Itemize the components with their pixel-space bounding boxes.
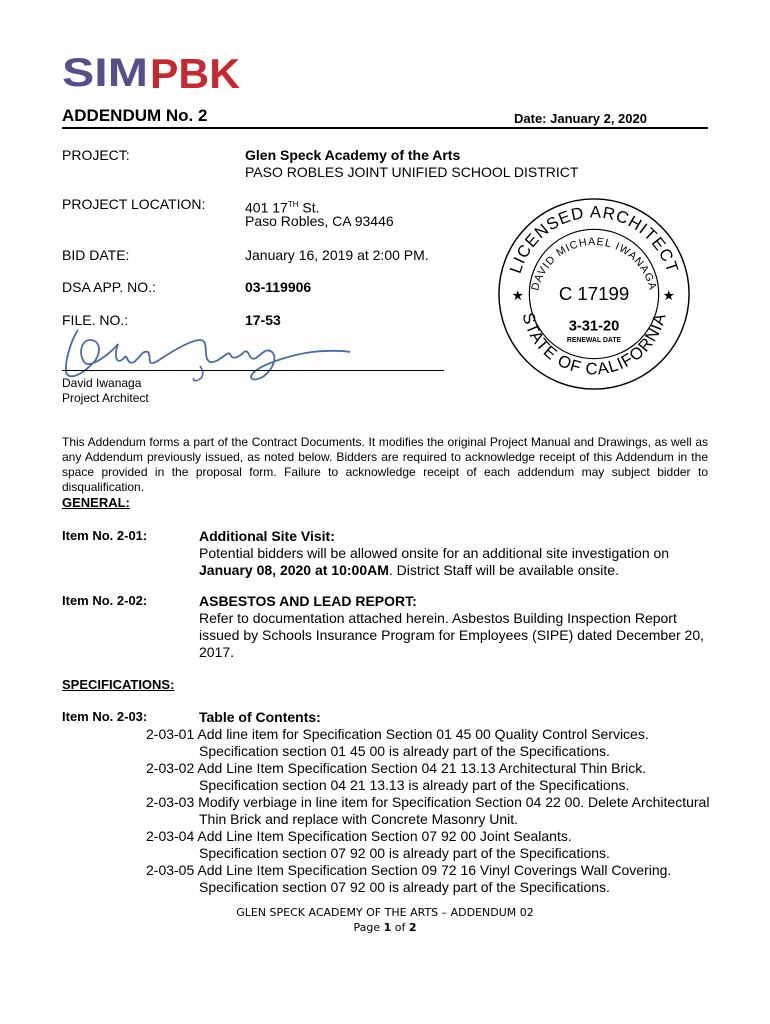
- header-rule: [62, 127, 708, 129]
- addendum-date: Date: January 2, 2020: [514, 111, 647, 126]
- footer-page-number: Page 1 of 2: [353, 921, 417, 934]
- signer-role: Project Architect: [62, 391, 149, 405]
- item-2-02-title: ASBESTOS AND LEAD REPORT:: [199, 593, 417, 609]
- file-value: 17-53: [245, 312, 281, 328]
- item-2-01-label: Item No. 2-01:: [62, 528, 148, 543]
- signer-name: David Iwanaga: [62, 376, 142, 390]
- signature-line: [62, 370, 444, 371]
- bid-date-value: January 16, 2019 at 2:00 PM.: [245, 247, 429, 263]
- subitem-2-03-05-cont: Specification section 07 92 00 is already part of the Specifications.: [199, 879, 610, 895]
- item-2-01-text: Potential bidders will be allowed onsite for an additional site investigation on January 08, 2020 at 10:00AM. District Staff will be available onsite.: [199, 545, 670, 578]
- subitem-2-03-02: 2-03-02 Add Line Item Specification Section 04 21 13.13 Architectural Thin Brick.: [146, 760, 647, 776]
- subitem-2-03-01: 2-03-01 Add line item for Specification Section 01 45 00 Quality Control Services.: [146, 726, 649, 742]
- project-name: Glen Speck Academy of the Arts: [245, 147, 461, 163]
- simpbk-logo: [62, 52, 242, 92]
- subitem-2-03-04: 2-03-04 Add Line Item Specification Section 07 92 00 Joint Sealants.: [146, 828, 572, 844]
- seal-outer-text: LICENSED ARCHITECT: [505, 202, 683, 276]
- subitem-2-03-04-cont: Specification section 07 92 00 is already part of the Specifications.: [199, 845, 610, 861]
- location-city: Paso Robles, CA 93446: [245, 213, 394, 229]
- seal-star-right-icon: ★: [662, 287, 675, 304]
- seal-renewal-label: RENEWAL DATE: [566, 337, 622, 345]
- location-label: PROJECT LOCATION:: [62, 196, 206, 212]
- seal-bottom-text: STATE OF CALIFORNIA: [518, 310, 670, 379]
- seal-license-number: C 17199: [558, 282, 630, 304]
- subitem-2-03-02-cont: Specification section 04 21 13.13 is already part of the Specifications.: [199, 777, 630, 793]
- item-2-02-text: Refer to documentation attached herein. Asbestos Building Inspection Report issued by Schools Insurance Program for Employees (SIPE) dated December 20, 2017.: [199, 610, 705, 660]
- logo-text-right: PBK: [150, 52, 240, 92]
- seal-star-left-icon: ★: [511, 287, 524, 304]
- item-2-03-title: Table of Contents:: [199, 709, 321, 725]
- specifications-heading: SPECIFICATIONS:: [62, 677, 175, 692]
- addendum-title: ADDENDUM No. 2: [62, 106, 208, 125]
- seal-inner-text: DAVID MICHAEL IWANAGA: [529, 235, 659, 292]
- bid-date-label: BID DATE:: [62, 247, 130, 263]
- logo-text-left: SIM: [62, 52, 148, 92]
- general-heading: GENERAL:: [62, 495, 130, 510]
- subitem-2-03-03: 2-03-03 Modify verbiage in line item for Specification Section 04 22 00. Delete Architectural: [146, 794, 710, 810]
- seal-renewal-date: 3-31-20: [568, 318, 620, 335]
- project-district: PASO ROBLES JOINT UNIFIED SCHOOL DISTRICT: [245, 164, 579, 180]
- dsa-value: 03-119906: [245, 279, 312, 295]
- subitem-list: [146, 726, 710, 896]
- item-2-01-body: [199, 528, 709, 579]
- subitem-2-03-05: 2-03-05 Add Line Item Specification Section 09 72 16 Vinyl Coverings Wall Covering.: [146, 862, 672, 878]
- item-2-02-label: Item No. 2-02:: [62, 593, 148, 608]
- project-label: PROJECT:: [62, 147, 130, 163]
- item-2-02-body: [199, 593, 709, 661]
- dsa-label: DSA APP. NO.:: [62, 279, 156, 295]
- architect-seal: [496, 196, 692, 392]
- file-label: FILE. NO.:: [62, 312, 129, 328]
- item-2-03-label: Item No. 2-03:: [62, 709, 148, 724]
- footer-title: GLEN SPECK ACADEMY OF THE ARTS – ADDENDUM 02: [236, 906, 534, 919]
- subitem-2-03-03-cont: Thin Brick and replace with Concrete Masonry Unit.: [199, 811, 519, 827]
- location-street: 401 17TH St.: [245, 199, 320, 216]
- subitem-2-03-01-cont: Specification section 01 45 00 is already part of the Specifications.: [199, 743, 610, 759]
- intro-paragraph: This Addendum forms a part of the Contract Documents. It modifies the original Project Manual and Drawings, as well as any Addendum previously issued, as noted below. Bidders are required to acknowledge receipt of this Addendum in the space provided in the proposal form. Failure to acknowledge receipt of each addendum may subject bidder to disqualification.: [62, 435, 708, 494]
- item-2-01-title: Additional Site Visit:: [199, 528, 335, 544]
